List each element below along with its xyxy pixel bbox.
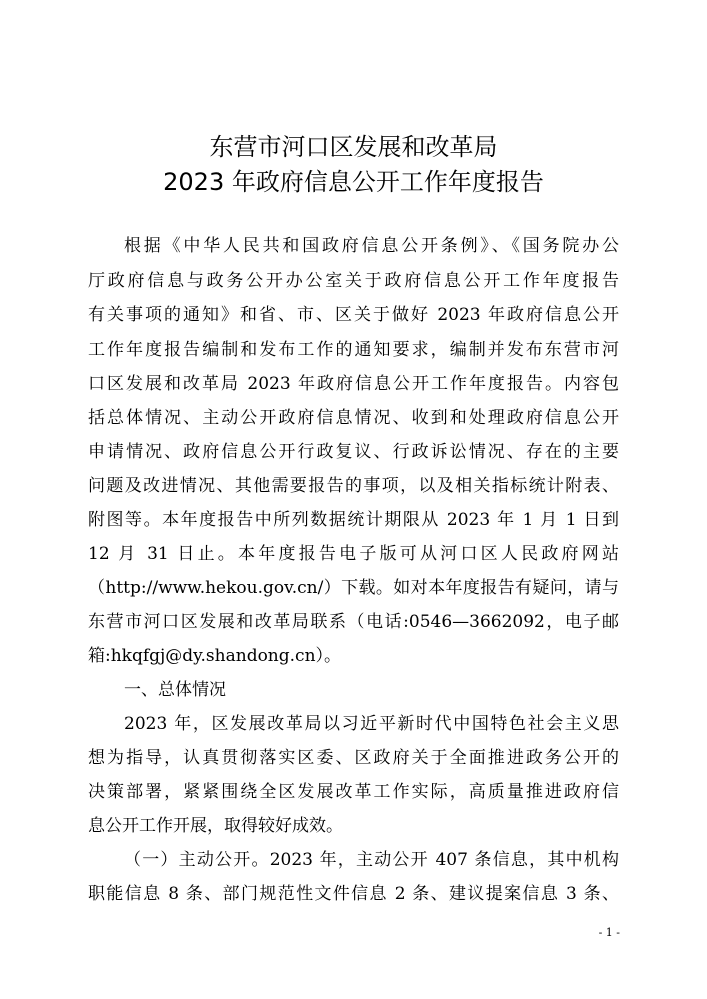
text-line: 12 月 31 日止。本年度报告电子版可从河口区人民政府网站 xyxy=(88,544,619,564)
subsection-heading: （一）主动公开。 xyxy=(124,850,270,870)
text-line: 申请情况、政府信息公开行政复议、行政诉讼情况、存在的主要 xyxy=(88,442,619,462)
text-line: 有关事项的通知》和省、市、区关于做好 2023 年政府信息公开 xyxy=(88,305,619,325)
subsection-text: 2023 年，主动公开 407 条信息，其中机构 xyxy=(269,850,619,870)
text-line: 想为指导，认真贯彻落实区委、区政府关于全面推进政务公开的 xyxy=(88,748,619,768)
text-line: 口区发展和改革局 2023 年政府信息公开工作年度报告。内容包 xyxy=(88,374,619,394)
text-line: 2023 年，区发展改革局以习近平新时代中国特色社会主义思 xyxy=(124,714,619,734)
text-line: 附图等。本年度报告中所列数据统计期限从 2023 年 1 月 1 日到 xyxy=(88,510,619,530)
document-title-line-2: 2023 年政府信息公开工作年度报告 xyxy=(163,168,544,196)
text-line: 决策部署，紧紧围绕全区发展改革工作实际，高质量推进政府信 xyxy=(88,782,619,802)
text-line: 工作年度报告编制和发布工作的通知要求，编制并发布东营市河 xyxy=(88,340,619,360)
page-number: - 1 - xyxy=(598,926,620,939)
section-heading: 一、总体情况 xyxy=(124,680,226,700)
text-line: 东营市河口区发展和改革局联系（电话:0546—3662092，电子邮 xyxy=(88,612,619,632)
text-line xyxy=(124,845,619,876)
text-line: 箱:hkqfgj@dy.shandong.cn）。 xyxy=(88,646,342,666)
text-line: 息公开工作开展，取得较好成效。 xyxy=(88,816,343,836)
text-line: 括总体情况、主动公开政府信息情况、收到和处理政府信息公开 xyxy=(88,408,619,428)
text-line: 职能信息 8 条、部门规范性文件信息 2 条、建议提案信息 3 条、 xyxy=(88,884,619,904)
text-line: 问题及改进情况、其他需要报告的事项，以及相关指标统计附表、 xyxy=(88,476,619,496)
document-title-line-1: 东营市河口区发展和改革局 xyxy=(209,133,498,161)
text-line: 根据《中华人民共和国政府信息公开条例》、《国务院办公 xyxy=(124,236,619,256)
text-line: 厅政府信息与政务公开办公室关于政府信息公开工作年度报告 xyxy=(88,271,619,291)
text-line: （http://www.hekou.gov.cn/）下载。如对本年度报告有疑问，请与 xyxy=(88,578,619,598)
